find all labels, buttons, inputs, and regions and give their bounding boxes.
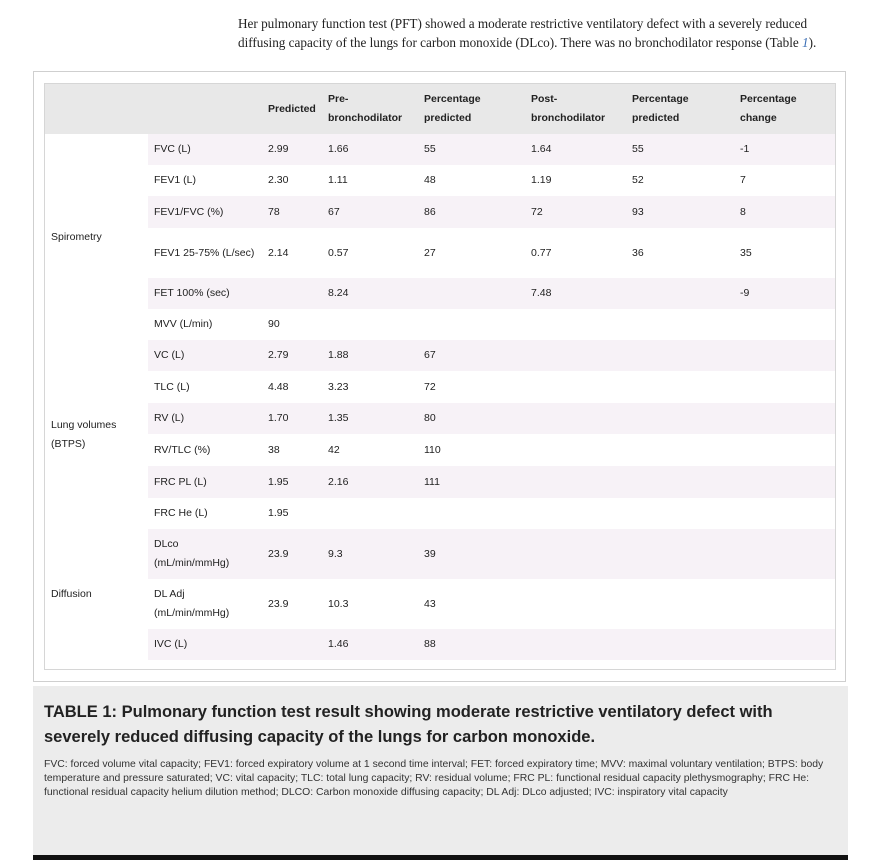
cell-pre-percentage-predicted: 27 [418, 228, 525, 278]
cell-predicted: 1.70 [262, 403, 322, 434]
cell-predicted: 23.9 [262, 579, 322, 629]
cell-parameter: FEV1 25-75% (L/sec) [148, 228, 262, 278]
cell-post-bronchodilator [525, 403, 626, 434]
cell-post-percentage-predicted [626, 340, 734, 371]
cell-post-bronchodilator: 7.48 [525, 278, 626, 309]
bottom-divider [33, 855, 848, 860]
cell-parameter: VC (L) [148, 340, 262, 371]
table-row [45, 434, 835, 466]
cell-pre-bronchodilator: 1.11 [322, 165, 418, 196]
cell-percentage-change [734, 629, 835, 660]
cell-pre-percentage-predicted: 67 [418, 340, 525, 371]
cell-pre-percentage-predicted [418, 278, 525, 309]
cell-post-percentage-predicted [626, 498, 734, 529]
cell-pre-percentage-predicted: 55 [418, 134, 525, 165]
cell-predicted: 2.30 [262, 165, 322, 196]
header-predicted: Predicted [262, 84, 322, 134]
header-pre-bronchodilator: Pre-bronchodilator [322, 84, 418, 134]
cell-parameter: FEV1/FVC (%) [148, 196, 262, 228]
cell-predicted: 2.79 [262, 340, 322, 371]
cell-parameter: FVC (L) [148, 134, 262, 165]
table-row [45, 165, 835, 196]
cell-pre-bronchodilator: 1.66 [322, 134, 418, 165]
table-caption [33, 686, 848, 855]
cell-pre-bronchodilator: 1.46 [322, 629, 418, 660]
cell-post-bronchodilator [525, 371, 626, 403]
cell-post-percentage-predicted [626, 371, 734, 403]
cell-predicted: 1.95 [262, 466, 322, 498]
cell-post-percentage-predicted [626, 309, 734, 340]
cell-parameter: MVV (L/min) [148, 309, 262, 340]
group-diffusion: Diffusion [45, 529, 148, 660]
cell-pre-percentage-predicted: 43 [418, 579, 525, 629]
table-row [45, 629, 835, 660]
caption-title: TABLE 1: Pulmonary function test result showing moderate restrictive ventilatory defect with severely reduced diffusing capacity of the lungs for carbon monoxide. [44, 703, 773, 746]
cell-post-bronchodilator [525, 309, 626, 340]
cell-post-bronchodilator [525, 340, 626, 371]
cell-pre-bronchodilator: 8.24 [322, 278, 418, 309]
table-row [45, 340, 835, 371]
cell-predicted: 1.95 [262, 498, 322, 529]
cell-percentage-change [734, 579, 835, 629]
cell-parameter: TLC (L) [148, 371, 262, 403]
cell-post-bronchodilator [525, 629, 626, 660]
intro-paragraph [238, 14, 848, 52]
cell-predicted: 4.48 [262, 371, 322, 403]
cell-parameter: DL Adj (mL/min/mmHg) [148, 579, 262, 629]
cell-pre-percentage-predicted [418, 498, 525, 529]
cell-post-percentage-predicted [626, 629, 734, 660]
cell-pre-bronchodilator: 42 [322, 434, 418, 466]
cell-predicted: 38 [262, 434, 322, 466]
cell-pre-percentage-predicted: 48 [418, 165, 525, 196]
cell-post-bronchodilator [525, 466, 626, 498]
table-frame [33, 71, 846, 682]
cell-post-percentage-predicted: 93 [626, 196, 734, 228]
cell-percentage-change: 35 [734, 228, 835, 278]
cell-pre-bronchodilator: 67 [322, 196, 418, 228]
cell-percentage-change [734, 498, 835, 529]
pft-table [45, 84, 835, 660]
cell-post-bronchodilator: 1.64 [525, 134, 626, 165]
cell-predicted: 23.9 [262, 529, 322, 579]
table-row [45, 403, 835, 434]
table-row [45, 196, 835, 228]
table-row [45, 498, 835, 529]
group-lung-volumes: Lung volumes (BTPS) [45, 340, 148, 529]
cell-pre-bronchodilator: 2.16 [322, 466, 418, 498]
table-container [44, 83, 836, 670]
cell-post-percentage-predicted: 55 [626, 134, 734, 165]
header-post-percentage-predicted: Percentage predicted [626, 84, 734, 134]
table-header-row [45, 84, 835, 134]
cell-pre-bronchodilator: 1.88 [322, 340, 418, 371]
cell-parameter: IVC (L) [148, 629, 262, 660]
header-percentage-change: Percentage change [734, 84, 835, 134]
cell-percentage-change [734, 371, 835, 403]
cell-post-bronchodilator [525, 579, 626, 629]
cell-percentage-change [734, 403, 835, 434]
cell-percentage-change: -1 [734, 134, 835, 165]
cell-percentage-change [734, 340, 835, 371]
cell-predicted: 90 [262, 309, 322, 340]
cell-percentage-change [734, 529, 835, 579]
cell-post-percentage-predicted [626, 403, 734, 434]
intro-text-end: ). [808, 35, 817, 50]
cell-pre-bronchodilator [322, 309, 418, 340]
intro-text: Her pulmonary function test (PFT) showed a moderate restrictive ventilatory defect with a severely reduced diffusing capacity of the lungs for carbon monoxide (DLco). There was no bronchodilator response (Table [238, 16, 808, 50]
cell-predicted [262, 278, 322, 309]
cell-percentage-change [734, 466, 835, 498]
cell-post-bronchodilator: 72 [525, 196, 626, 228]
cell-pre-bronchodilator: 0.57 [322, 228, 418, 278]
cell-parameter: RV/TLC (%) [148, 434, 262, 466]
table-row [45, 579, 835, 629]
cell-pre-bronchodilator [322, 498, 418, 529]
cell-percentage-change: 8 [734, 196, 835, 228]
table-row [45, 529, 835, 579]
cell-percentage-change [734, 309, 835, 340]
table-row [45, 309, 835, 340]
header-pre-percentage-predicted: Percentage predicted [418, 84, 525, 134]
cell-post-bronchodilator [525, 498, 626, 529]
cell-post-percentage-predicted [626, 466, 734, 498]
cell-pre-percentage-predicted: 88 [418, 629, 525, 660]
table-reference-link[interactable]: 1 [802, 35, 809, 50]
cell-parameter: DLco (mL/min/mmHg) [148, 529, 262, 579]
cell-pre-percentage-predicted: 86 [418, 196, 525, 228]
cell-post-percentage-predicted [626, 434, 734, 466]
cell-parameter: RV (L) [148, 403, 262, 434]
cell-post-bronchodilator: 1.19 [525, 165, 626, 196]
cell-percentage-change: -9 [734, 278, 835, 309]
table-row [45, 466, 835, 498]
cell-parameter: FRC He (L) [148, 498, 262, 529]
cell-pre-bronchodilator: 1.35 [322, 403, 418, 434]
cell-pre-percentage-predicted: 80 [418, 403, 525, 434]
cell-post-percentage-predicted [626, 579, 734, 629]
cell-post-percentage-predicted: 36 [626, 228, 734, 278]
cell-predicted: 2.14 [262, 228, 322, 278]
cell-predicted: 2.99 [262, 134, 322, 165]
table-row [45, 228, 835, 278]
cell-predicted [262, 629, 322, 660]
table-row [45, 278, 835, 309]
cell-pre-percentage-predicted: 39 [418, 529, 525, 579]
cell-parameter: FRC PL (L) [148, 466, 262, 498]
cell-post-bronchodilator [525, 434, 626, 466]
cell-post-percentage-predicted [626, 529, 734, 579]
cell-parameter: FET 100% (sec) [148, 278, 262, 309]
header-cell [148, 84, 262, 134]
cell-post-bronchodilator [525, 529, 626, 579]
table-row [45, 371, 835, 403]
cell-post-percentage-predicted [626, 278, 734, 309]
cell-percentage-change: 7 [734, 165, 835, 196]
cell-parameter: FEV1 (L) [148, 165, 262, 196]
cell-pre-bronchodilator: 9.3 [322, 529, 418, 579]
cell-pre-bronchodilator: 3.23 [322, 371, 418, 403]
cell-pre-bronchodilator: 10.3 [322, 579, 418, 629]
cell-pre-percentage-predicted: 110 [418, 434, 525, 466]
cell-pre-percentage-predicted: 72 [418, 371, 525, 403]
cell-post-percentage-predicted: 52 [626, 165, 734, 196]
cell-pre-percentage-predicted: 111 [418, 466, 525, 498]
table-row [45, 134, 835, 165]
cell-post-bronchodilator: 0.77 [525, 228, 626, 278]
cell-predicted: 78 [262, 196, 322, 228]
caption-abbreviations: FVC: forced volume vital capacity; FEV1: forced expiratory volume at 1 second time interval; FET: forced expiratory time; MVV: maximal voluntary ventilation; BTPS: body temperature and pressure saturated; VC: vital capacity; TLC: total lung capacity; RV: residual volume; FRC PL: functional residual capacity plethysmography; FRC He: functional residual capacity helium dilution method; DLCO: Carbon monoxide diffusing capacity; DL Adj: DLco adjusted; IVC: inspiratory vital capacity [44, 759, 824, 798]
cell-pre-percentage-predicted [418, 309, 525, 340]
header-cell [45, 84, 148, 134]
group-spirometry: Spirometry [45, 134, 148, 340]
cell-percentage-change [734, 434, 835, 466]
header-post-bronchodilator: Post-bronchodilator [525, 84, 626, 134]
